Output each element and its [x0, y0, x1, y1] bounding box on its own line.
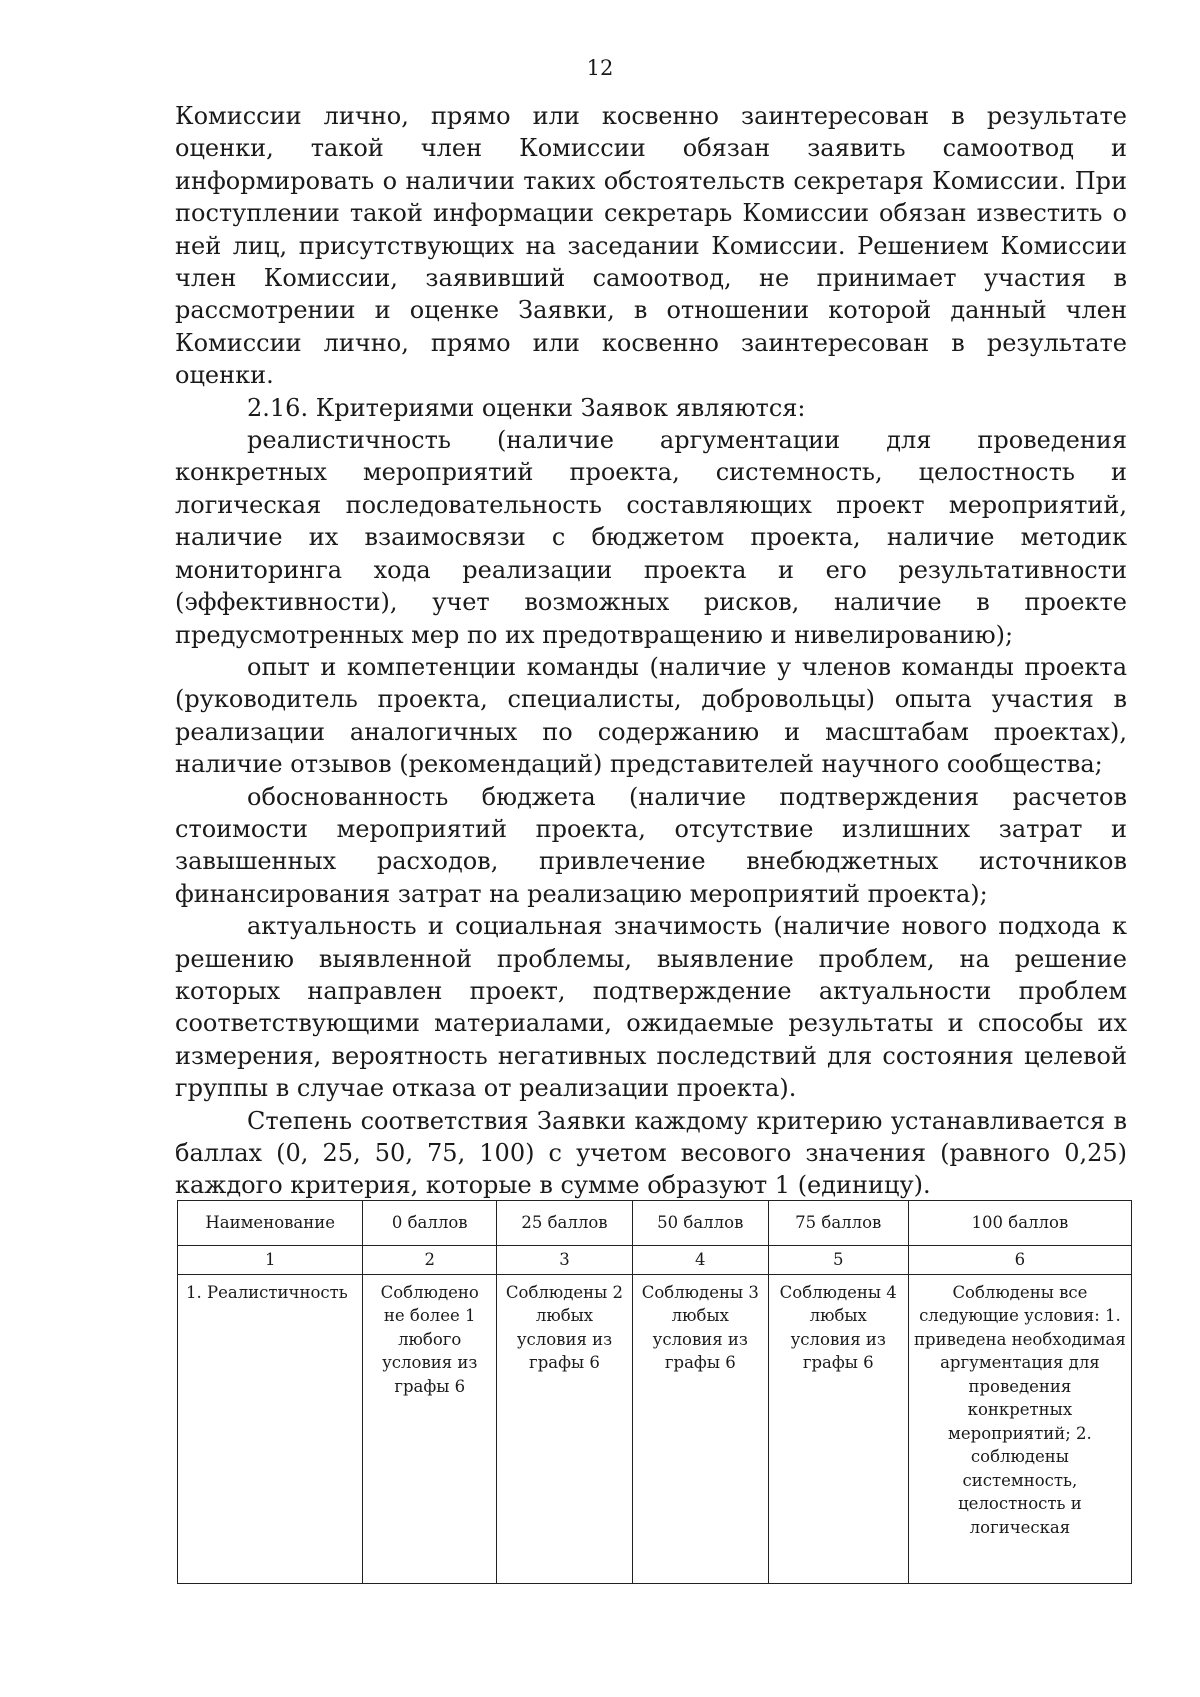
table-cell-criterion-name: 1. Реалистичность	[178, 1274, 363, 1583]
table-row	[178, 1274, 1132, 1583]
table-cell-100-points: Соблюдены все следующие условия: 1. приведена необходимая аргументация для проведения конкретных мероприятий; 2. соблюдены системность, целостность и логическая	[908, 1274, 1131, 1583]
table-header-cell: 75 баллов	[768, 1201, 908, 1246]
paragraph-self-recusal: Комиссии лично, прямо или косвенно заинтересован в результате оценки, такой член Комиссии обязан заявить самоотвод и информировать о наличии таких обстоятельств секретаря Комиссии. При поступлении такой информации секретарь Комиссии обязан известить о ней лиц, присутствующих на заседании Комиссии. Решением Комиссии член Комиссии, заявивший самоотвод, не принимает участия в рассмотрении и оценке Заявки, в отношении которой данный член Комиссии лично, прямо или косвенно заинтересован в результате оценки.	[175, 102, 1127, 390]
table-header-cell: 0 баллов	[363, 1201, 497, 1246]
column-number-cell: 2	[363, 1246, 497, 1275]
table-header-cell: 25 баллов	[497, 1201, 633, 1246]
table-cell-0-points: Соблюдено не более 1 любого условия из графы 6	[363, 1274, 497, 1583]
table-header-cell: Наименование	[178, 1201, 363, 1246]
table-cell-25-points: Соблюдены 2 любых условия из графы 6	[497, 1274, 633, 1583]
column-number-cell: 1	[178, 1246, 363, 1275]
table-column-numbers-row	[178, 1246, 1132, 1275]
document-body	[175, 100, 1127, 1202]
paragraph-criterion-relevance: актуальность и социальная значимость (наличие нового подхода к решению выявленной проблемы, выявление проблем, на решение которых направлен проект, подтверждение актуальности проблем соответствующими материалами, ожидаемые результаты и способы их измерения, вероятность негативных последствий для состояния целевой группы в случае отказа от реализации проекта).	[175, 912, 1127, 1103]
paragraph-criterion-budget: обоснованность бюджета (наличие подтверждения расчетов стоимости мероприятий проекта, отсутствие излишних затрат и завышенных расходов, привлечение внебюджетных источников финансирования затрат на реализацию мероприятий проекта);	[175, 782, 1127, 908]
paragraph-criteria-heading: 2.16. Критериями оценки Заявок являются:	[247, 393, 806, 422]
table-header-cell: 50 баллов	[632, 1201, 768, 1246]
table-cell-50-points: Соблюдены 3 любых условия из графы 6	[632, 1274, 768, 1583]
page-number: 12	[586, 56, 614, 80]
column-number-cell: 5	[768, 1246, 908, 1275]
table-header-cell: 100 баллов	[908, 1201, 1131, 1246]
paragraph-criterion-team: опыт и компетенции команды (наличие у членов команды проекта (руководитель проекта, специалисты, добровольцы) опыта участия в реализации аналогичных по содержанию и масштабам проектах), наличие отзывов (рекомендаций) представителей научного сообщества;	[175, 652, 1127, 779]
paragraph-criterion-realism: реалистичность (наличие аргументации для проведения конкретных мероприятий проекта, системность, целостность и логическая последовательность составляющих проект мероприятий, наличие их взаимосвязи с бюджетом проекта, наличие методик мониторинга хода реализации проекта и его результативности (эффективности), учет возможных рисков, наличие в проекте предусмотренных мер по их предотвращению и нивелированию);	[175, 426, 1127, 649]
column-number-cell: 6	[908, 1246, 1131, 1275]
column-number-cell: 4	[632, 1246, 768, 1275]
table-cell-75-points: Соблюдены 4 любых условия из графы 6	[768, 1274, 908, 1583]
criteria-scoring-table	[177, 1200, 1132, 1584]
column-number-cell: 3	[497, 1246, 633, 1275]
table-header-row	[178, 1201, 1132, 1246]
paragraph-scoring: Степень соответствия Заявки каждому критерию устанавливается в баллах (0, 25, 50, 75, 100) с учетом весового значения (равного 0,25) каждого критерия, которые в сумме образуют 1 (единицу).	[175, 1106, 1127, 1200]
